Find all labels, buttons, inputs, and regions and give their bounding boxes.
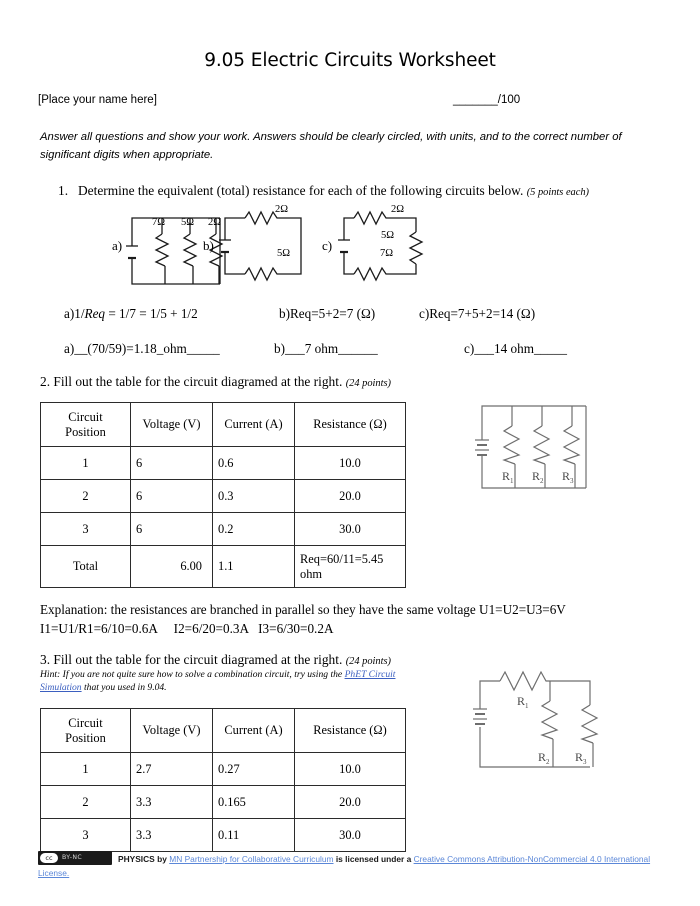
hint-prefix: Hint: If you are not quite sure how to solve a combination circuit, try using the — [40, 669, 345, 680]
score-field[interactable]: _______/100 — [453, 94, 521, 106]
header-position-line1: Circuit — [68, 409, 103, 424]
footer-licensed-text: is licensed under a — [333, 854, 414, 864]
phet-simulation-link[interactable]: PhET Circuit Simulation — [40, 669, 396, 693]
q2-resistor-1-label: $R_1$ — [502, 469, 514, 485]
explanation-line-2: I1=U1/R1=6/10=0.6A I2=6/20=0.3A I3=6/30=0.2A — [40, 620, 334, 636]
question-3-table — [40, 708, 406, 852]
question-3-points: (24 points) — [345, 656, 391, 667]
cell-voltage[interactable]: 6 — [131, 480, 213, 513]
cell-current[interactable]: 0.27 — [213, 753, 295, 786]
table-header-row — [41, 709, 406, 753]
table-row — [41, 786, 406, 819]
mn-partnership-link[interactable]: MN Partnership for Collaborative Curriculum — [169, 854, 334, 864]
cell-current[interactable]: 0.165 — [213, 786, 295, 819]
question-3-circuit-diagram — [470, 665, 600, 777]
q1-work-a-rest: = 1/7 = 1/5 + 1/2 — [105, 306, 198, 321]
question-1-work-c: c)Req=7+5+2=14 (Ω) — [419, 306, 536, 321]
license-footer — [38, 851, 658, 881]
cell-resistance[interactable]: 10.0 — [295, 447, 406, 480]
cell-position: 1 — [41, 753, 131, 786]
circuit-b-label: b) — [203, 238, 214, 253]
question-1-work-a — [64, 306, 198, 322]
table-row — [41, 819, 406, 852]
question-1-answer-a[interactable]: a)__(70/59)=1.18_ohm_____ — [64, 341, 220, 356]
question-2-circuit-diagram — [474, 400, 594, 496]
explanation-line-1: Explanation: the resistances are branched in parallel so they have the same voltage U1=U2=U3=6V — [40, 602, 566, 617]
question-2-points: (24 points) — [345, 378, 391, 389]
cell-voltage[interactable]: 6 — [131, 513, 213, 546]
cc-terms-glyph: BY-NC — [62, 854, 83, 861]
table-header-voltage: Voltage (V) — [131, 709, 213, 753]
circuit-a-resistor-1-label: 7Ω — [152, 217, 166, 228]
cell-position: 1 — [41, 447, 131, 480]
question-2-heading — [40, 374, 640, 390]
q2-resistor-2-label: $R_2$ — [532, 469, 544, 485]
question-1-number: 1. — [58, 183, 69, 198]
circuit-b-resistor-2-label: 5Ω — [277, 248, 291, 259]
cell-current[interactable]: 0.2 — [213, 513, 295, 546]
question-1-answer-c[interactable]: c)___14 ohm_____ — [464, 341, 567, 356]
header-position-line2: Position — [65, 730, 106, 745]
circuit-a-resistor-3-label: 2Ω — [208, 217, 222, 228]
cell-position-total: Total — [41, 546, 131, 588]
cell-position: 3 — [41, 819, 131, 852]
table-row — [41, 513, 406, 546]
question-1-prompt: Determine the equivalent (total) resistance for each of the following circuits below. — [78, 183, 524, 198]
question-2-explanation — [40, 601, 652, 638]
circuit-b-resistor-1-label: 2Ω — [275, 204, 289, 215]
cell-voltage-total[interactable]: 6.00 — [131, 546, 213, 588]
question-3-hint — [40, 669, 432, 695]
circuit-a-label: a) — [112, 238, 123, 253]
header-position-line2: Position — [65, 424, 106, 439]
footer-physics-label: PHYSICS — [118, 854, 155, 864]
cell-resistance[interactable]: 10.0 — [295, 753, 406, 786]
circuit-b-diagram — [217, 208, 307, 284]
table-header-resistance: Resistance (Ω) — [295, 403, 406, 447]
question-2-prompt: 2. Fill out the table for the circuit diagramed at the right. — [40, 374, 343, 389]
q3-resistor-1-label: $R_1$ — [517, 694, 529, 710]
cc-glyph: cc — [40, 853, 58, 863]
table-header-position — [41, 403, 131, 447]
question-1-work-b: b)Req=5+2=7 (Ω) — [279, 306, 376, 321]
cell-current[interactable]: 0.3 — [213, 480, 295, 513]
cell-current[interactable]: 0.11 — [213, 819, 295, 852]
circuit-c-label: c) — [322, 238, 333, 253]
cell-position: 2 — [41, 786, 131, 819]
header-position-line1: Circuit — [68, 715, 103, 730]
question-1-prompt-wrap — [78, 183, 589, 199]
cell-resistance[interactable]: 30.0 — [295, 513, 406, 546]
q3-resistor-2-label: $R_2$ — [538, 750, 550, 766]
cell-resistance[interactable]: 20.0 — [295, 480, 406, 513]
creative-commons-license-link[interactable]: Creative Commons Attribution-NonCommercial 4.0 International License. — [38, 854, 651, 878]
creative-commons-badge-icon[interactable] — [38, 851, 112, 865]
circuit-c-resistor-3-label: 7Ω — [380, 248, 394, 259]
student-name-field[interactable]: [Place your name here] — [38, 94, 157, 106]
cell-resistance-total[interactable]: Req=60/11=5.45 ohm — [295, 546, 406, 588]
table-header-current: Current (A) — [213, 403, 295, 447]
question-3-prompt: 3. Fill out the table for the circuit diagramed at the right. — [40, 652, 343, 667]
table-total-row — [41, 546, 406, 588]
q2-resistor-3-label: $R_3$ — [562, 469, 574, 485]
q1-work-a-prefix: a)1/ — [64, 306, 85, 321]
cell-position: 2 — [41, 480, 131, 513]
instructions-text: Answer all questions and show your work. Answers should be clearly circled, with units, and to the correct number of significant digits when appropriate. — [40, 131, 622, 161]
table-header-current: Current (A) — [213, 709, 295, 753]
table-row — [41, 480, 406, 513]
q3-resistor-3-label: $R_3$ — [575, 750, 587, 766]
circuit-c-diagram — [336, 208, 424, 284]
table-header-voltage: Voltage (V) — [131, 403, 213, 447]
table-header-position — [41, 709, 131, 753]
circuit-c-resistor-2-label: 5Ω — [381, 230, 395, 241]
table-header-row — [41, 403, 406, 447]
cell-current[interactable]: 0.6 — [213, 447, 295, 480]
hint-suffix: that you used in 9.04. — [81, 681, 167, 693]
question-2-table — [40, 402, 406, 588]
question-1-circuit-diagrams — [0, 200, 700, 290]
cell-voltage[interactable]: 6 — [131, 447, 213, 480]
footer-by-text: by — [154, 854, 170, 864]
table-row — [41, 447, 406, 480]
page-title: 9.05 Electric Circuits Worksheet — [204, 50, 496, 71]
cell-voltage[interactable]: 3.3 — [131, 819, 213, 852]
cell-voltage[interactable]: 3.3 — [131, 786, 213, 819]
cell-current-total[interactable]: 1.1 — [213, 546, 295, 588]
circuit-a-resistor-2-label: 5Ω — [181, 217, 195, 228]
table-header-resistance: Resistance (Ω) — [295, 709, 406, 753]
cell-voltage[interactable]: 2.7 — [131, 753, 213, 786]
cell-resistance[interactable]: 30.0 — [295, 819, 406, 852]
question-1-answer-b[interactable]: b)___7 ohm______ — [274, 341, 378, 356]
circuit-c-resistor-1-label: 2Ω — [391, 204, 405, 215]
cell-resistance[interactable]: 20.0 — [295, 786, 406, 819]
table-row — [41, 753, 406, 786]
q1-work-a-italic: Req — [84, 306, 106, 321]
cell-position: 3 — [41, 513, 131, 546]
question-1-points: (5 points each) — [526, 187, 590, 198]
